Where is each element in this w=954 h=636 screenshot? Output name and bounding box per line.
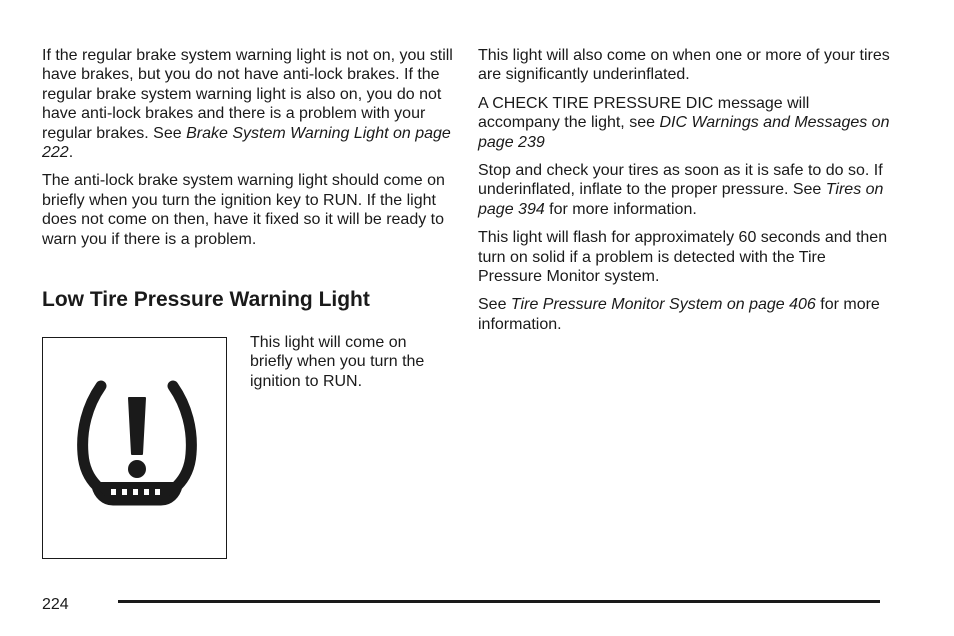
tpms-text-end: for more information. bbox=[478, 296, 880, 333]
tire-pressure-warning-icon bbox=[77, 378, 197, 508]
abs-light-paragraph: The anti-lock brake system warning light should come on briefly when you turn the ignition key to RUN. If the light does not come on then, have it fixed so it will be ready to warn you if there is a problem. bbox=[42, 172, 445, 248]
footer-rule bbox=[118, 600, 880, 603]
abs-warning-paragraph bbox=[42, 46, 454, 162]
page-number: 224 bbox=[42, 596, 69, 613]
dic-message-text: A CHECK TIRE PRESSURE DIC message will accompany the light, see bbox=[478, 94, 810, 132]
abs-warning-period: . bbox=[68, 144, 74, 162]
tpms-reference-paragraph bbox=[478, 295, 890, 334]
check-tires-paragraph bbox=[478, 161, 890, 219]
tire-pressure-icon-box bbox=[42, 337, 227, 559]
dic-warnings-reference-link[interactable]: DIC Warnings and Messages on page 239 bbox=[478, 114, 890, 151]
left-column bbox=[42, 46, 454, 258]
check-tires-text-end: for more information. bbox=[544, 200, 697, 218]
flash-paragraph: This light will flash for approximately 60 seconds and then turn on solid if a problem is detected with the Tire Pressure Monitor system. bbox=[478, 229, 888, 286]
section-heading: Low Tire Pressure Warning Light bbox=[42, 288, 370, 311]
underinflated-paragraph: This light will also come on when one or more of your tires are significantly underinflated. bbox=[478, 47, 890, 84]
brake-warning-reference-link[interactable]: Brake System Warning Light on page 222 bbox=[42, 124, 451, 162]
tire-light-intro-text: This light will come on briefly when you turn the ignition to RUN. bbox=[250, 334, 425, 390]
tires-reference-link[interactable]: Tires on page 394 bbox=[478, 181, 884, 218]
right-column bbox=[478, 46, 890, 343]
check-tires-text: Stop and check your tires as soon as it is safe to do so. If underinflated, inflate to the proper pressure. See bbox=[478, 162, 883, 199]
tpms-reference-link[interactable]: Tire Pressure Monitor System on page 406 bbox=[510, 296, 816, 314]
abs-warning-text: If the regular brake system warning light is not on, you still have brakes, but you do not have anti-lock brakes. If the regular brake system warning light is also on, you do not have anti-lock brakes and there is a problem with your regular brakes. See bbox=[42, 47, 453, 142]
dic-message-paragraph bbox=[478, 94, 890, 152]
tpms-see-text: See bbox=[478, 296, 511, 314]
